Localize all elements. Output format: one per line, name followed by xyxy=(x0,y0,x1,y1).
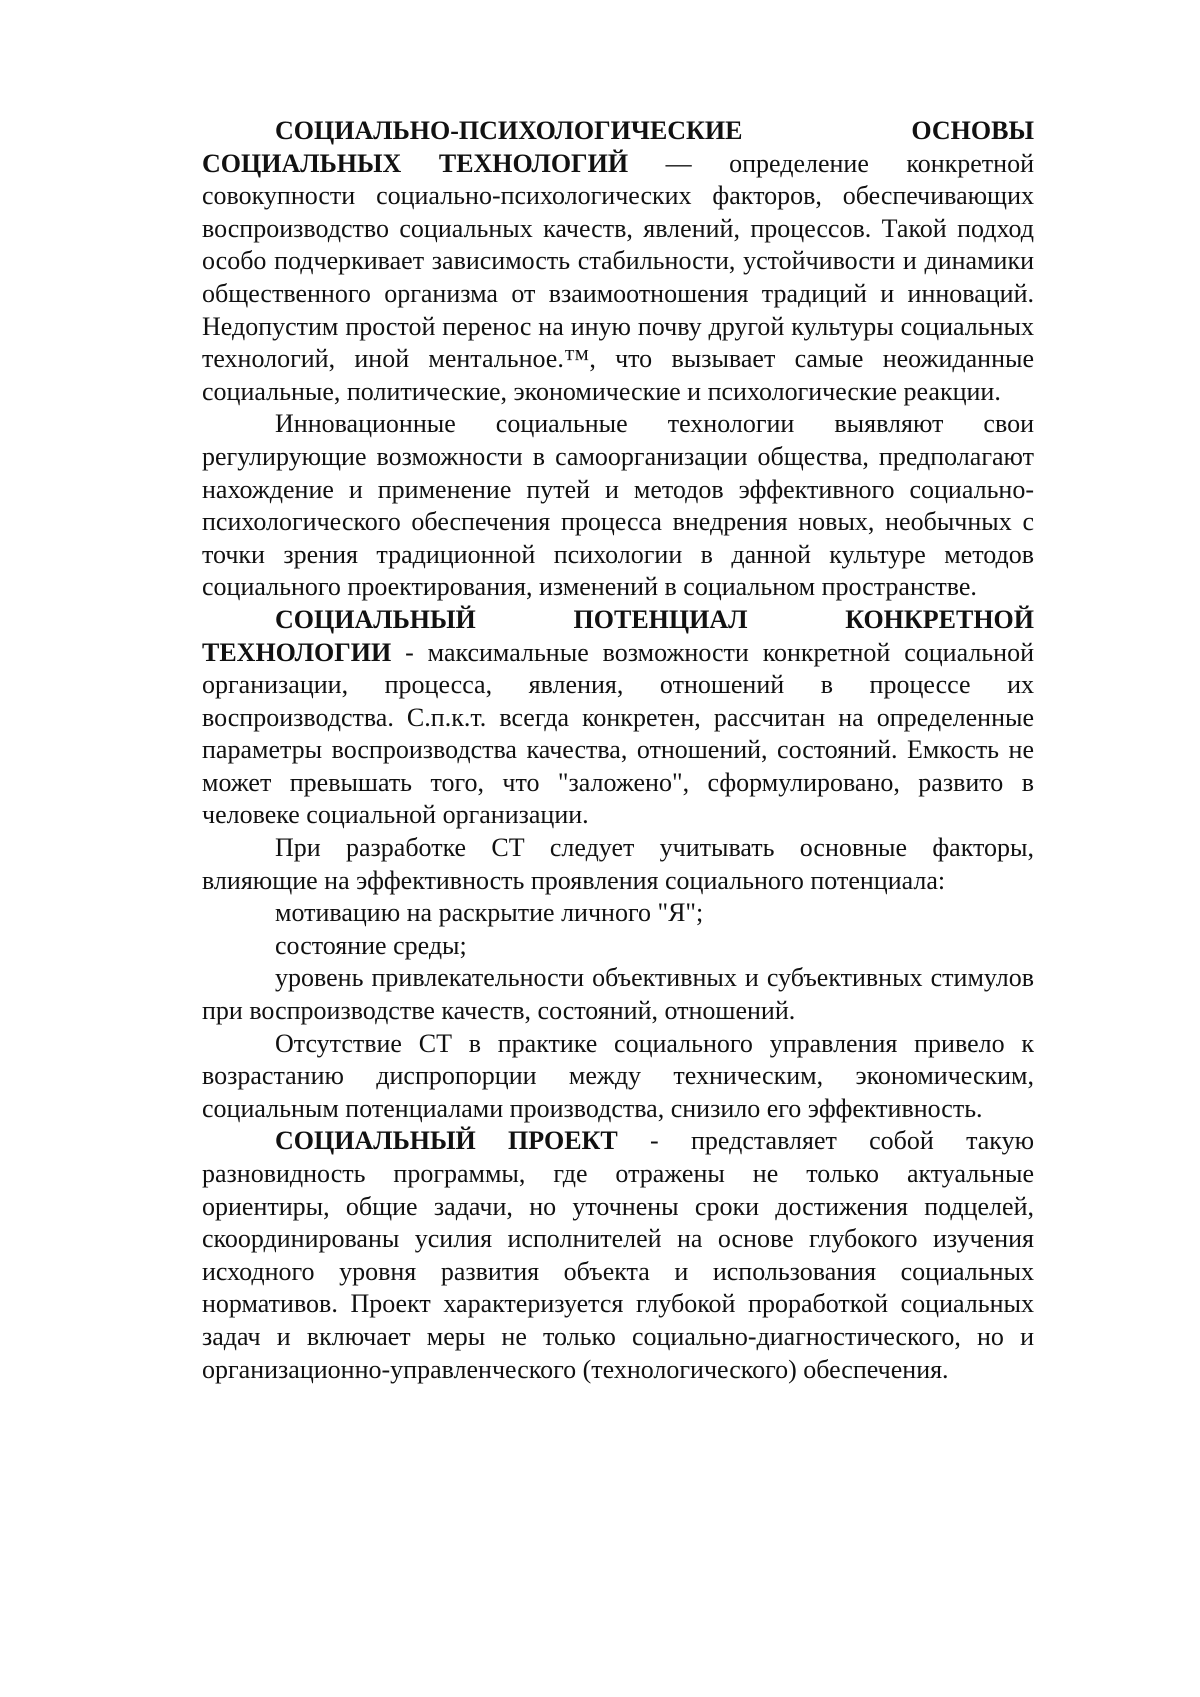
paragraph-socio-psychological-foundations xyxy=(202,115,1034,408)
paragraph-text: уровень привлекательности объективных и субъективных стимулов при воспроизводстве качеств, состояний, отношений. xyxy=(202,963,1034,1026)
list-item-motivation xyxy=(202,897,1034,930)
paragraph-text: Отсутствие СТ в практике социального управления привело к возрастанию диспропорции между техническим, экономическим, социальным потенциалами производства, снизило его эффективность. xyxy=(202,1028,1034,1123)
paragraph-text: - представляет собой такую разновидность программы, где отражены не только актуальные ориентиры, общие задачи, но уточнены сроки достижения подцелей, скоординированы усилия исполнителей на основе глубокого изучения исходного уровня развития объекта и использования социальных нормативов. Проект характеризуется глубокой проработкой социальных задач и включает меры не только социально-диагностического, но и организационно-управленческого (технологического) обеспечения. xyxy=(202,1126,1034,1384)
document-body xyxy=(202,115,1034,1386)
paragraph-text: - максимальные возможности конкретной социальной организации, процесса, явления, отношений в процессе их воспроизводства. С.п.к.т. всегда конкретен, рассчитан на определенные параметры воспроизводства качества, отношений, состояний. Емкость не может превышать того, что "заложено", сформулировано, развито в человеке социальной организации. xyxy=(202,637,1034,830)
paragraph-development-factors xyxy=(202,832,1034,897)
list-item-environment xyxy=(202,930,1034,963)
paragraph-absence-of-st xyxy=(202,1028,1034,1126)
list-item-attractiveness xyxy=(202,962,1034,1027)
term-heading: СОЦИАЛЬНЫЙ ПРОЕКТ xyxy=(275,1126,618,1156)
term-heading: СОЦИАЛЬНО-ПСИХОЛОГИЧЕСКИЕ ОСНОВЫ СОЦИАЛЬНЫХ ТЕХНОЛОГИЙ xyxy=(202,116,1034,178)
paragraph-social-project xyxy=(202,1125,1034,1386)
paragraph-text: — определение конкретной совокупности социально-психологических факторов, обеспечивающих воспроизводство социальных качеств, явлений, процессов. Такой подход особо подчеркивает зависимость стабильности, устойчивости и динамики общественного организма от взаимоотношения традиций и инноваций. Недопустим простой перенос на иную почву другой культуры социальных технологий, иной ментальное.™, что вызывает самые неожиданные социальные, политические, экономические и психологические реакции. xyxy=(202,148,1034,406)
paragraph-innovative-technologies xyxy=(202,408,1034,604)
paragraph-text: мотивацию на раскрытие личного "Я"; xyxy=(275,898,704,928)
paragraph-social-potential xyxy=(202,604,1034,832)
paragraph-text: состояние среды; xyxy=(275,930,467,960)
paragraph-text: Инновационные социальные технологии выявляют свои регулирующие возможности в самоорганизации общества, предполагают нахождение и применение путей и методов эффективного социально-психологического обеспечения процесса внедрения новых, необычных с точки зрения традиционной психологии в данной культуре методов социального проектирования, изменений в социальном пространстве. xyxy=(202,409,1034,602)
term-heading: СОЦИАЛЬНЫЙ ПОТЕНЦИАЛ КОНКРЕТНОЙ ТЕХНОЛОГИИ xyxy=(202,604,1034,667)
paragraph-text: При разработке СТ следует учитывать основные факторы, влияющие на эффективность проявления социального потенциала: xyxy=(202,833,1034,895)
